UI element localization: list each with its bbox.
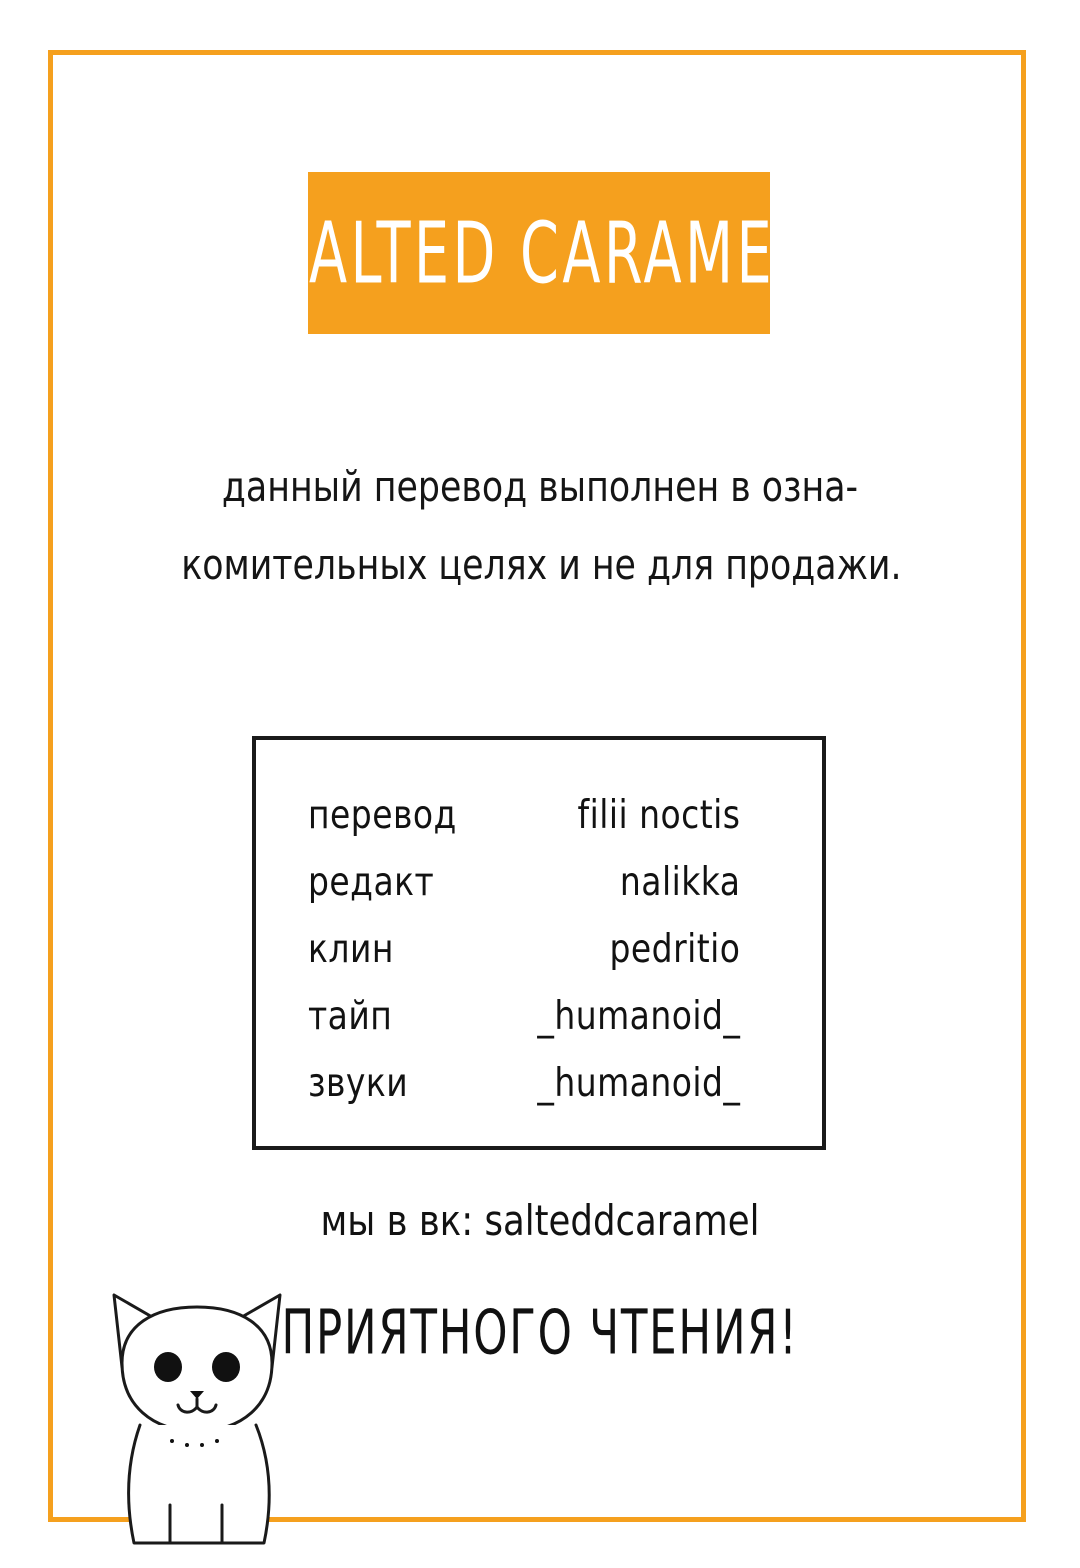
credit-role: звуки	[308, 1061, 409, 1107]
list-item	[308, 782, 740, 849]
disclaimer-text	[181, 448, 902, 603]
enjoy-reading-text: ПРИЯТНОГО ЧТЕНИЯ!	[281, 1296, 799, 1368]
credit-name: pedritio	[609, 927, 741, 973]
credit-name: _humanoid_	[537, 994, 741, 1040]
title-banner	[268, 172, 810, 334]
list-item	[308, 983, 740, 1050]
credits-list	[308, 782, 768, 1117]
credit-role: клин	[308, 927, 394, 973]
vk-link-text: мы в вк: salteddcaramel	[320, 1196, 760, 1245]
title-text: SALTED CARAMEL	[268, 203, 810, 303]
disclaimer-line-2: комительных целях и не для продажи.	[181, 539, 902, 589]
list-item	[308, 1050, 740, 1117]
credit-name: filii noctis	[577, 793, 741, 838]
list-item	[308, 849, 740, 916]
credits-box	[252, 736, 826, 1150]
credit-role: редакт	[308, 860, 435, 906]
cat-illustration	[92, 1255, 302, 1545]
list-item	[308, 916, 740, 983]
credit-name: _humanoid_	[537, 1061, 741, 1107]
credit-name: nalikka	[619, 860, 741, 906]
credit-role: перевод	[308, 793, 457, 838]
disclaimer-line-1: данный перевод выполнен в озна-	[221, 462, 859, 511]
credit-role: тайп	[308, 994, 393, 1040]
